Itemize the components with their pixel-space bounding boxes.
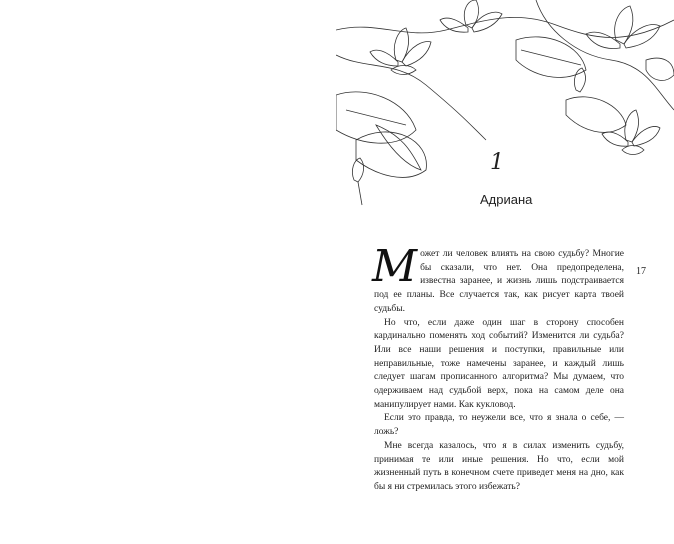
left-page-blank <box>0 0 336 544</box>
lotus-floral-illustration-icon <box>336 0 674 215</box>
chapter-title: Адриана <box>480 192 533 207</box>
paragraph-1-text: ожет ли человек влиять на свою судьбу? Многие бы сказали, что нет. Она предопределена, известна заранее, и жизнь лишь подстраивается под ее планы. Все случается так, как рисует карта твоей судьбы. <box>374 249 624 314</box>
paragraph-1 <box>372 241 624 317</box>
paragraph-3: Если это правда, то неужели все, что я знала о себе, — ложь? <box>374 413 624 438</box>
right-page <box>336 0 674 544</box>
page-number: 17 <box>636 266 646 277</box>
paragraph-2: Но что, если даже один шаг в сторону способен кардинально поменять ход событий? Изменится ли судьба? Или все наши решения и поступки, правильные или неправильные, тоже намечены заранее, и каждый лишь следует шагам прописанного алгоритма? Мы думаем, что одерживаем над судьбой верх, пока на самом деле она манипулирует нами. Как кукловод. <box>374 317 624 410</box>
dropcap-letter: М <box>372 241 418 292</box>
paragraph-4: Мне всегда казалось, что я в силах изменить судьбу, принимая те или иные решения. Но что, если мой жизненный путь в конечном счете приведет меня на дно, как бы я ни стремилась этого избежать? <box>374 440 624 492</box>
chapter-number: 1 <box>490 150 504 175</box>
chapter-body <box>372 241 624 495</box>
